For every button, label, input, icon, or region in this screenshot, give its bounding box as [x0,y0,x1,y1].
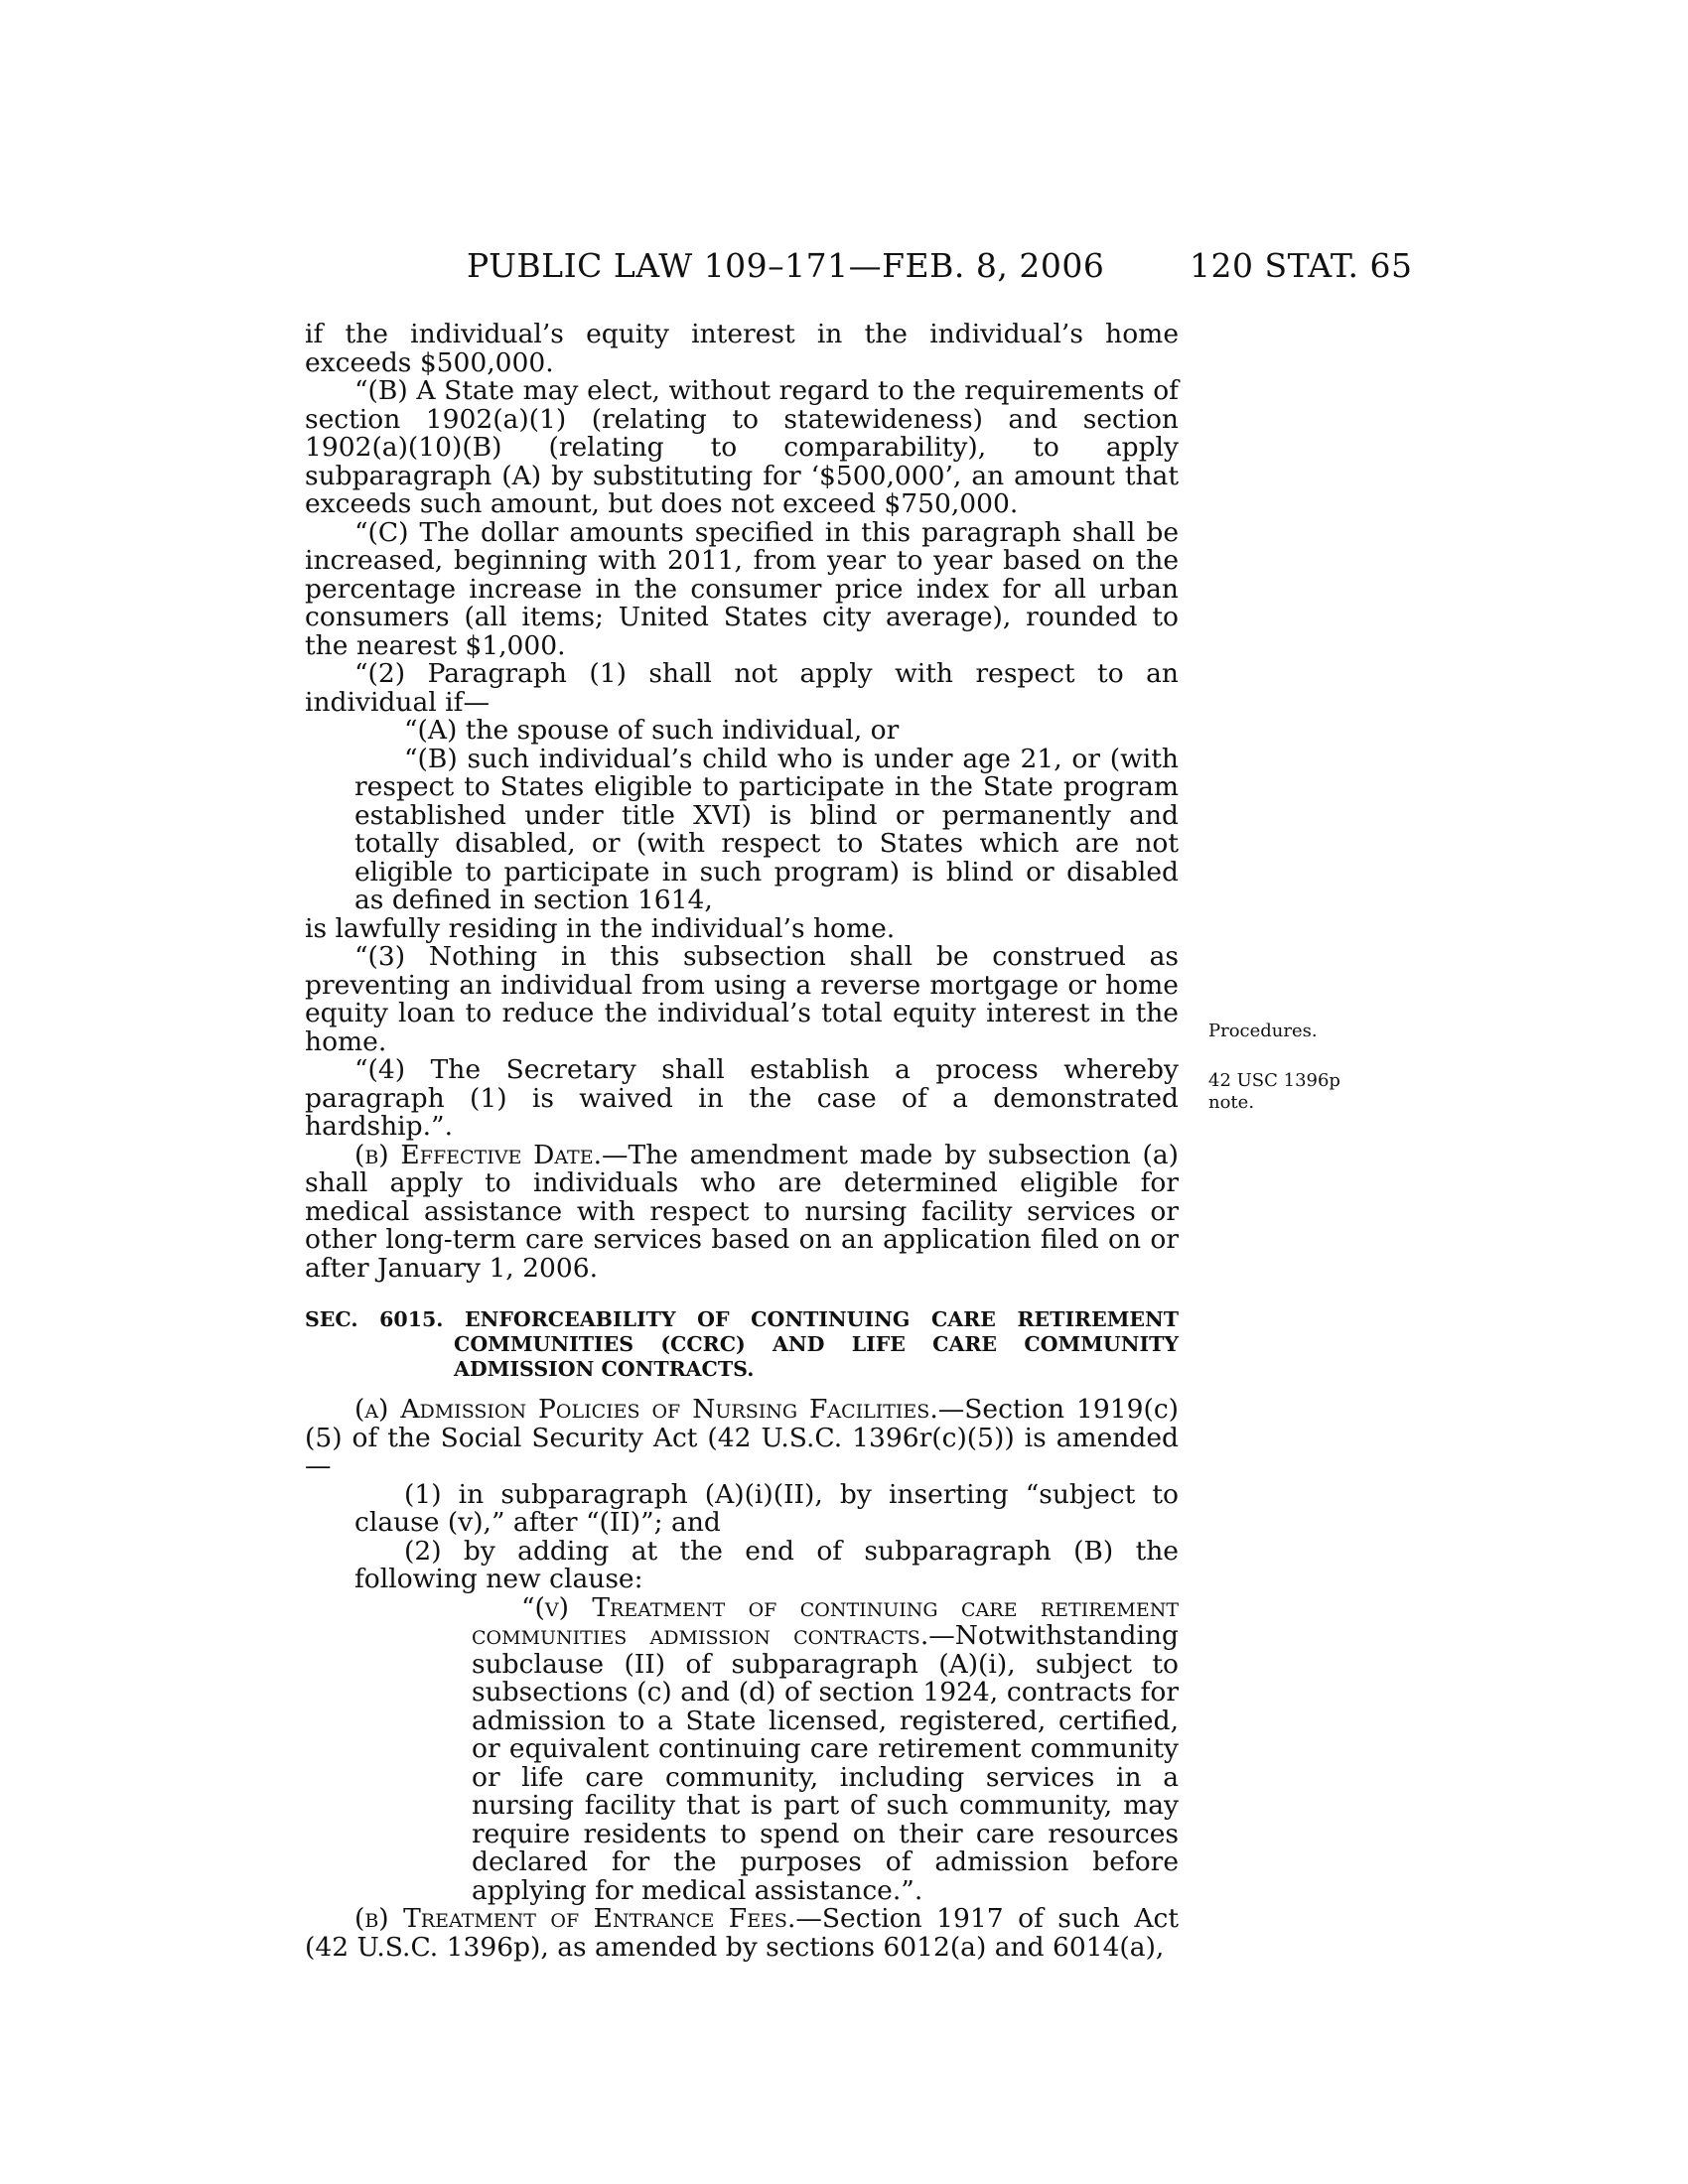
effective-date-heading: (b) Effective Date. [354,1139,603,1170]
clause-b: “(B) such individual’s child who is under age 21, or (with respect to States eligible to participate in the State program established under title XVI) is blind or permanently and totally disabled, or (with respect to States which are not eligible to participate in such program) is blind or disabled as defined in section 1614, [354,743,1179,915]
paragraph-4: “(4) The Secretary shall establish a process whereby paragraph (1) is waived in the case of a demonstrated hardship.”. [305,1054,1179,1142]
paragraph-3: “(3) Nothing in this subsection shall be construed as preventing an individual from using a reverse mortgage or home equity loan to reduce the individual’s total equity interest in the home. [305,941,1179,1057]
subsection-a-heading: (a) Admission Policies of Nursing Facilities. [354,1394,938,1425]
paragraph-2: “(2) Paragraph (1) shall not apply with respect to an individual if— [305,658,1179,718]
section-heading: SEC. 6015. ENFORCEABILITY OF CONTINUING CARE RETIREMENT COMMUNITIES (CCRC) AND LIFE CARE COMMUNITY ADMISSION CONTRACTS. [305,1307,1179,1381]
margin-note-usc-line1: 42 USC 1396p [1208,1070,1340,1091]
clause-v-paragraph [472,1591,1179,1906]
subsection-a-text: —Section 1919(c)(5) of the Social Security Act (42 U.S.C. 1396r(c)(5)) is amended— [305,1394,1179,1481]
subsection-b-heading: (b) Treatment of Entrance Fees. [354,1903,796,1934]
clause-v-text: —Notwithstanding subclause (II) of subparagraph (A)(i), subject to subsections (c) and (d) of section 1924, contracts for admission to a State licensed, registered, certified, or equivalent continuing care retirement community or life care community, including services in a nursing facility that is part of such community, may require residents to spend on their care resources declared for the purposes of admission before applying for medical assistance.”. [472,1620,1179,1906]
body-text [305,321,1179,1962]
margin-note-usc-line2: note. [1208,1092,1255,1113]
clause-v-heading: “(v) Treatment of continuing care retirement communities admission contracts. [472,1591,1179,1651]
paragraph-c: “(C) The dollar amounts specified in this paragraph shall be increased, beginning with 2011, from year to year based on the percentage increase in the consumer price index for all urban consumers (all items; United States city average), rounded to the nearest $1,000. [305,516,1179,661]
amendment-1: (1) in subparagraph (A)(i)(II), by inserting “subject to clause (v),” after “(II)”; and [354,1478,1179,1538]
page-number-stat: 120 STAT. 65 [1190,246,1413,285]
amendment-2: (2) by adding at the end of subparagraph (B) the following new clause: [354,1535,1179,1594]
subsection-a-paragraph [305,1396,1179,1481]
subsection-b-paragraph [305,1905,1179,1962]
running-header-title: PUBLIC LAW 109–171—FEB. 8, 2006 [467,246,1105,285]
paragraph-b: “(B) A State may elect, without regard to the requirements of section 1902(a)(1) (relating to statewideness) and section 1902(a)(10)(B) (relating to comparability), to apply subparagraph (A) by substituting for ‘$500,000’, an amount that exceeds such amount, but does not exceed $750,000. [305,375,1179,519]
margin-note-procedures: Procedures. [1208,1021,1318,1041]
effective-date-text: —The amendment made by subsection (a) shall apply to individuals who are determined eligible for medical assistance with respect to nursing facility services or other long-term care services based on an application filed on or after January 1, 2006. [305,1139,1179,1284]
subsection-b-text: —Section 1917 of such Act (42 U.S.C. 1396p), as amended by sections 6012(a) and 6014(a), [305,1903,1179,1963]
paragraph-continuation: is lawfully residing in the individual’s home. [305,912,896,944]
clause-a: “(A) the spouse of such individual, or [404,715,900,746]
effective-date-paragraph [305,1139,1179,1284]
paragraph-1: if the individual’s equity interest in the individual’s home exceeds $500,000. [305,319,1179,378]
margin-note-usc [1208,1070,1340,1114]
